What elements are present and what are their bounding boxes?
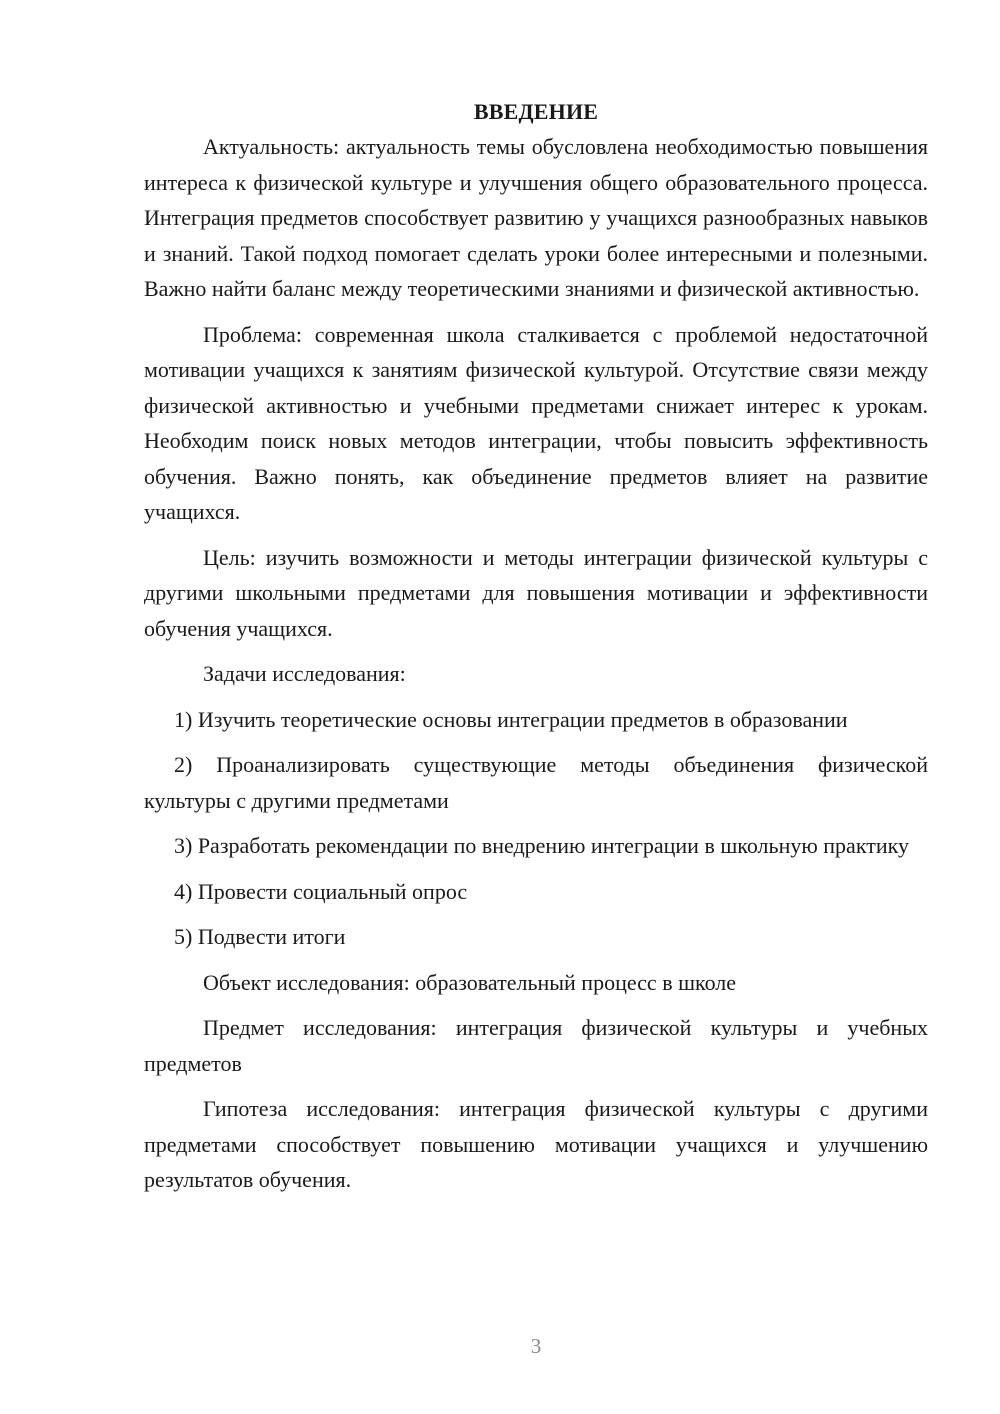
document-body (144, 94, 928, 1198)
page-number: 3 (530, 1334, 542, 1358)
list-item-task-1: 1) Изучить теоретические основы интеграции предметов в образовании (174, 706, 848, 732)
paragraph-goal: Цель: изучить возможности и методы интеграции физической культуры с другими школьными предметами для повышения мотивации и эффективности обучения учащихся. (144, 544, 928, 641)
list-item-task-4: 4) Провести социальный опрос (174, 878, 468, 904)
paragraph-hypothesis: Гипотеза исследования: интеграция физической культуры с другими предметами способствует повышению мотивации учащихся и улучшению результатов обучения. (144, 1096, 928, 1192)
list-item-task-2: 2) Проанализировать существующие методы объединения физической культуры с другими предметами (144, 752, 928, 813)
page-title: ВВЕДЕНИЕ (473, 99, 599, 124)
paragraph-problem: Проблема: современная школа сталкивается с проблемой недостаточной мотивации учащихся к занятиям физической культурой. Отсутствие связи между физической активностью и учебными предметами снижает интерес к урокам. Необходим поиск новых методов интеграции, чтобы повысить эффективность обучения. Важно понять, как объединение предметов влияет на развитие учащихся. (144, 321, 928, 524)
list-item-task-3: 3) Разработать рекомендации по внедрению интеграции в школьную практику (174, 833, 909, 858)
paragraph-relevance: Актуальность: актуальность темы обусловлена необходимостью повышения интереса к физической культуре и улучшения общего образовательного процесса. Интеграция предметов способствует развитию у учащихся разнообразных навыков и знаний. Такой подход помогает сделать уроки более интересными и полезными. Важно найти баланс между теоретическими знаниями и физической активностью. (144, 134, 928, 301)
paragraph-tasks-heading: Задачи исследования: (203, 661, 406, 686)
list-item-task-5: 5) Подвести итоги (174, 924, 346, 949)
paragraph-object: Объект исследования: образовательный процесс в школе (203, 969, 737, 995)
paragraph-subject: Предмет исследования: интеграция физической культуры и учебных предметов (144, 1015, 928, 1076)
